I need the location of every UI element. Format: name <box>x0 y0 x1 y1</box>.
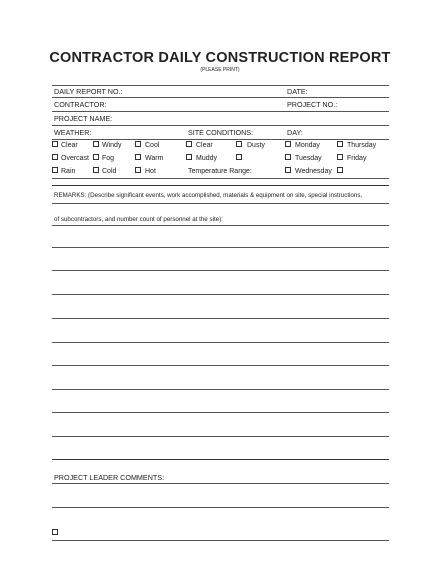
project-leader-comments-label: PROJECT LEADER COMMENTS: <box>54 473 165 482</box>
header-top-rule <box>52 85 389 86</box>
remarks-line[interactable] <box>52 389 389 390</box>
day-wednesday-checkbox[interactable] <box>285 167 291 173</box>
day-option-label: Thursday <box>347 142 377 149</box>
day-option-label: Friday <box>347 155 367 162</box>
comments-line[interactable] <box>52 540 389 541</box>
remarks-line[interactable] <box>52 247 389 248</box>
report-subtitle: (PLEASE PRINT) <box>200 67 240 73</box>
weather-option-label: Windy <box>102 142 122 149</box>
weather-option-label: Rain <box>61 168 76 175</box>
remarks-top-rule <box>52 185 389 186</box>
weather-option-label: Fog <box>102 155 115 162</box>
daily-report-no-field[interactable] <box>52 97 389 98</box>
weather-fog-checkbox[interactable] <box>93 154 99 160</box>
weather-cold-checkbox[interactable] <box>93 167 99 173</box>
weather-hot-checkbox[interactable] <box>135 167 141 173</box>
day-option-label: Wednesday <box>295 168 332 175</box>
remarks-rule <box>52 203 389 204</box>
weather-rain-checkbox[interactable] <box>52 167 58 173</box>
project-no-label: PROJECT NO.: <box>287 100 338 109</box>
site-conditions-label: SITE CONDITIONS: <box>188 128 254 137</box>
remarks-line[interactable] <box>52 412 389 413</box>
remarks-line[interactable] <box>52 294 389 295</box>
remarks-line[interactable] <box>52 318 389 319</box>
site-muddy-checkbox[interactable] <box>186 154 192 160</box>
contractor-field[interactable] <box>52 111 389 112</box>
remarks-instructions-line1: REMARKS: (Describe significant events, work accomplished, materials & equipment on site, special instructions, <box>54 192 363 199</box>
remarks-instructions-line2: of subcontractors, and number count of personnel at the site): <box>54 216 223 223</box>
weather-option-label: Hot <box>145 168 156 175</box>
weather-option-label: Clear <box>61 142 78 149</box>
remarks-bottom-rule <box>52 459 389 460</box>
weather-windy-checkbox[interactable] <box>93 141 99 147</box>
site-clear-checkbox[interactable] <box>186 141 192 147</box>
daily-report-no-label: DAILY REPORT NO.: <box>54 87 123 96</box>
temperature-range-label: Temperature Range: <box>188 168 252 175</box>
project-name-field[interactable] <box>52 125 389 126</box>
site-option-label: Dusty <box>247 142 265 149</box>
day-thursday-checkbox[interactable] <box>337 141 343 147</box>
weather-overcast-checkbox[interactable] <box>52 154 58 160</box>
remarks-line[interactable] <box>52 365 389 366</box>
report-title: CONTRACTOR DAILY CONSTRUCTION REPORT <box>49 50 391 66</box>
weather-option-label: Warm <box>145 155 164 162</box>
date-label: DATE: <box>287 87 308 96</box>
project-name-label: PROJECT NAME: <box>54 114 113 123</box>
section-rule <box>52 139 389 140</box>
weather-option-label: Overcast <box>61 155 90 162</box>
site-blank-checkbox[interactable] <box>236 154 242 160</box>
site-option-label: Clear <box>196 142 213 149</box>
site-dusty-checkbox[interactable] <box>236 141 242 147</box>
day-tuesday-checkbox[interactable] <box>285 154 291 160</box>
remarks-line[interactable] <box>52 270 389 271</box>
day-monday-checkbox[interactable] <box>285 141 291 147</box>
checkbox-section-rule <box>52 178 389 179</box>
weather-option-label: Cool <box>145 142 160 149</box>
remarks-line[interactable] <box>52 342 389 343</box>
remarks-line[interactable] <box>52 436 389 437</box>
site-option-label: Muddy <box>196 155 218 162</box>
comments-line[interactable] <box>52 483 389 484</box>
comments-checkbox[interactable] <box>52 529 58 535</box>
weather-warm-checkbox[interactable] <box>135 154 141 160</box>
day-friday-checkbox[interactable] <box>337 154 343 160</box>
day-label: DAY: <box>287 128 303 137</box>
day-blank-checkbox[interactable] <box>337 167 343 173</box>
contractor-label: CONTRACTOR: <box>54 100 107 109</box>
weather-label: WEATHER: <box>54 128 92 137</box>
weather-option-label: Cold <box>102 168 117 175</box>
weather-cool-checkbox[interactable] <box>135 141 141 147</box>
weather-clear-checkbox[interactable] <box>52 141 58 147</box>
comments-line[interactable] <box>52 507 389 508</box>
remarks-line[interactable] <box>52 225 389 226</box>
day-option-label: Monday <box>295 142 320 149</box>
day-option-label: Tuesday <box>295 155 322 162</box>
